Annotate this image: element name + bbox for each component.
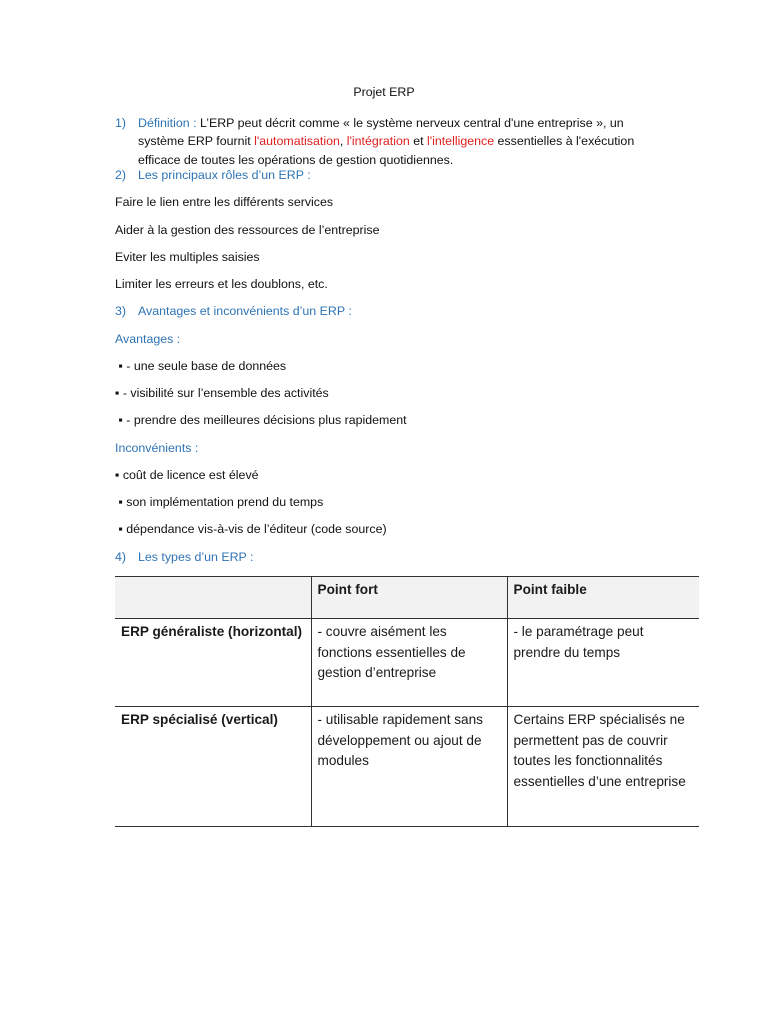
- erp-types-table: [115, 576, 699, 827]
- table-cell-strong: - couvre aisément les fonctions essentielles de gestion d’entreprise: [311, 619, 507, 707]
- advantage-item: ▪ - visibilité sur l’ensemble des activités: [115, 386, 329, 400]
- section-1-text-d: efficace de toutes les opérations de gestion quotidiennes.: [138, 152, 454, 167]
- disadvantage-item: ▪ dépendance vis-à-vis de l’éditeur (code source): [115, 522, 387, 536]
- section-1-text-b: système ERP fournit: [138, 134, 255, 149]
- highlight-integration: l'intégration: [346, 134, 410, 149]
- section-1-sep-1: ,: [339, 134, 347, 149]
- section-1-text-c: essentielles à l'exécution: [494, 134, 635, 149]
- table-header-cell: Point fort: [311, 577, 507, 619]
- table-row-label: ERP spécialisé (vertical): [115, 707, 311, 827]
- table-row-label: ERP généraliste (horizontal): [115, 619, 311, 707]
- table-header-row: [115, 577, 699, 619]
- section-4-number: 4): [115, 550, 127, 564]
- section-1-paragraph: [138, 114, 698, 169]
- highlight-automatisation: l'automatisation: [254, 134, 340, 149]
- advantage-item: ▪ - prendre des meilleures décisions plus rapidement: [115, 413, 407, 427]
- role-item: Limiter les erreurs et les doublons, etc.: [115, 277, 328, 291]
- disadvantage-item: ▪ son implémentation prend du temps: [115, 495, 324, 509]
- section-4-heading: Les types d’un ERP :: [138, 550, 254, 564]
- table-cell-weak: Certains ERP spécialisés ne permettent pas de couvrir toutes les fonctionnalités essentielles d’une entreprise: [507, 707, 699, 827]
- role-item: Aider à la gestion des ressources de l’entreprise: [115, 223, 380, 237]
- disadvantage-item: ▪ coût de licence est élevé: [115, 468, 259, 482]
- table-header-cell: Point faible: [507, 577, 699, 619]
- advantage-item: ▪ - une seule base de données: [115, 359, 287, 373]
- table-row: [115, 707, 699, 827]
- table-row: [115, 619, 699, 707]
- section-2-number: 2): [115, 168, 127, 182]
- section-1-label: Définition :: [138, 116, 197, 130]
- section-3-number: 3): [115, 304, 127, 318]
- role-item: Eviter les multiples saisies: [115, 250, 260, 264]
- role-item: Faire le lien entre les différents services: [115, 195, 334, 209]
- table-cell-weak: - le paramétrage peut prendre du temps: [507, 619, 699, 707]
- section-1-number: 1): [115, 116, 127, 130]
- table-cell-strong: - utilisable rapidement sans développement ou ajout de modules: [311, 707, 507, 827]
- section-2-heading: Les principaux rôles d’un ERP :: [138, 168, 311, 182]
- section-3-heading: Avantages et inconvénients d’un ERP :: [138, 304, 352, 318]
- section-1-sep-2: et: [409, 134, 427, 149]
- section-1-text-a: L’ERP peut décrit comme « le système nerveux central d'une entreprise », un: [196, 116, 624, 130]
- disadvantages-heading: Inconvénients :: [115, 441, 199, 455]
- table-header-cell: [115, 577, 311, 619]
- highlight-intelligence: l'intelligence: [426, 134, 495, 149]
- page-title: Projet ERP: [353, 85, 415, 99]
- advantages-heading: Avantages :: [115, 332, 181, 346]
